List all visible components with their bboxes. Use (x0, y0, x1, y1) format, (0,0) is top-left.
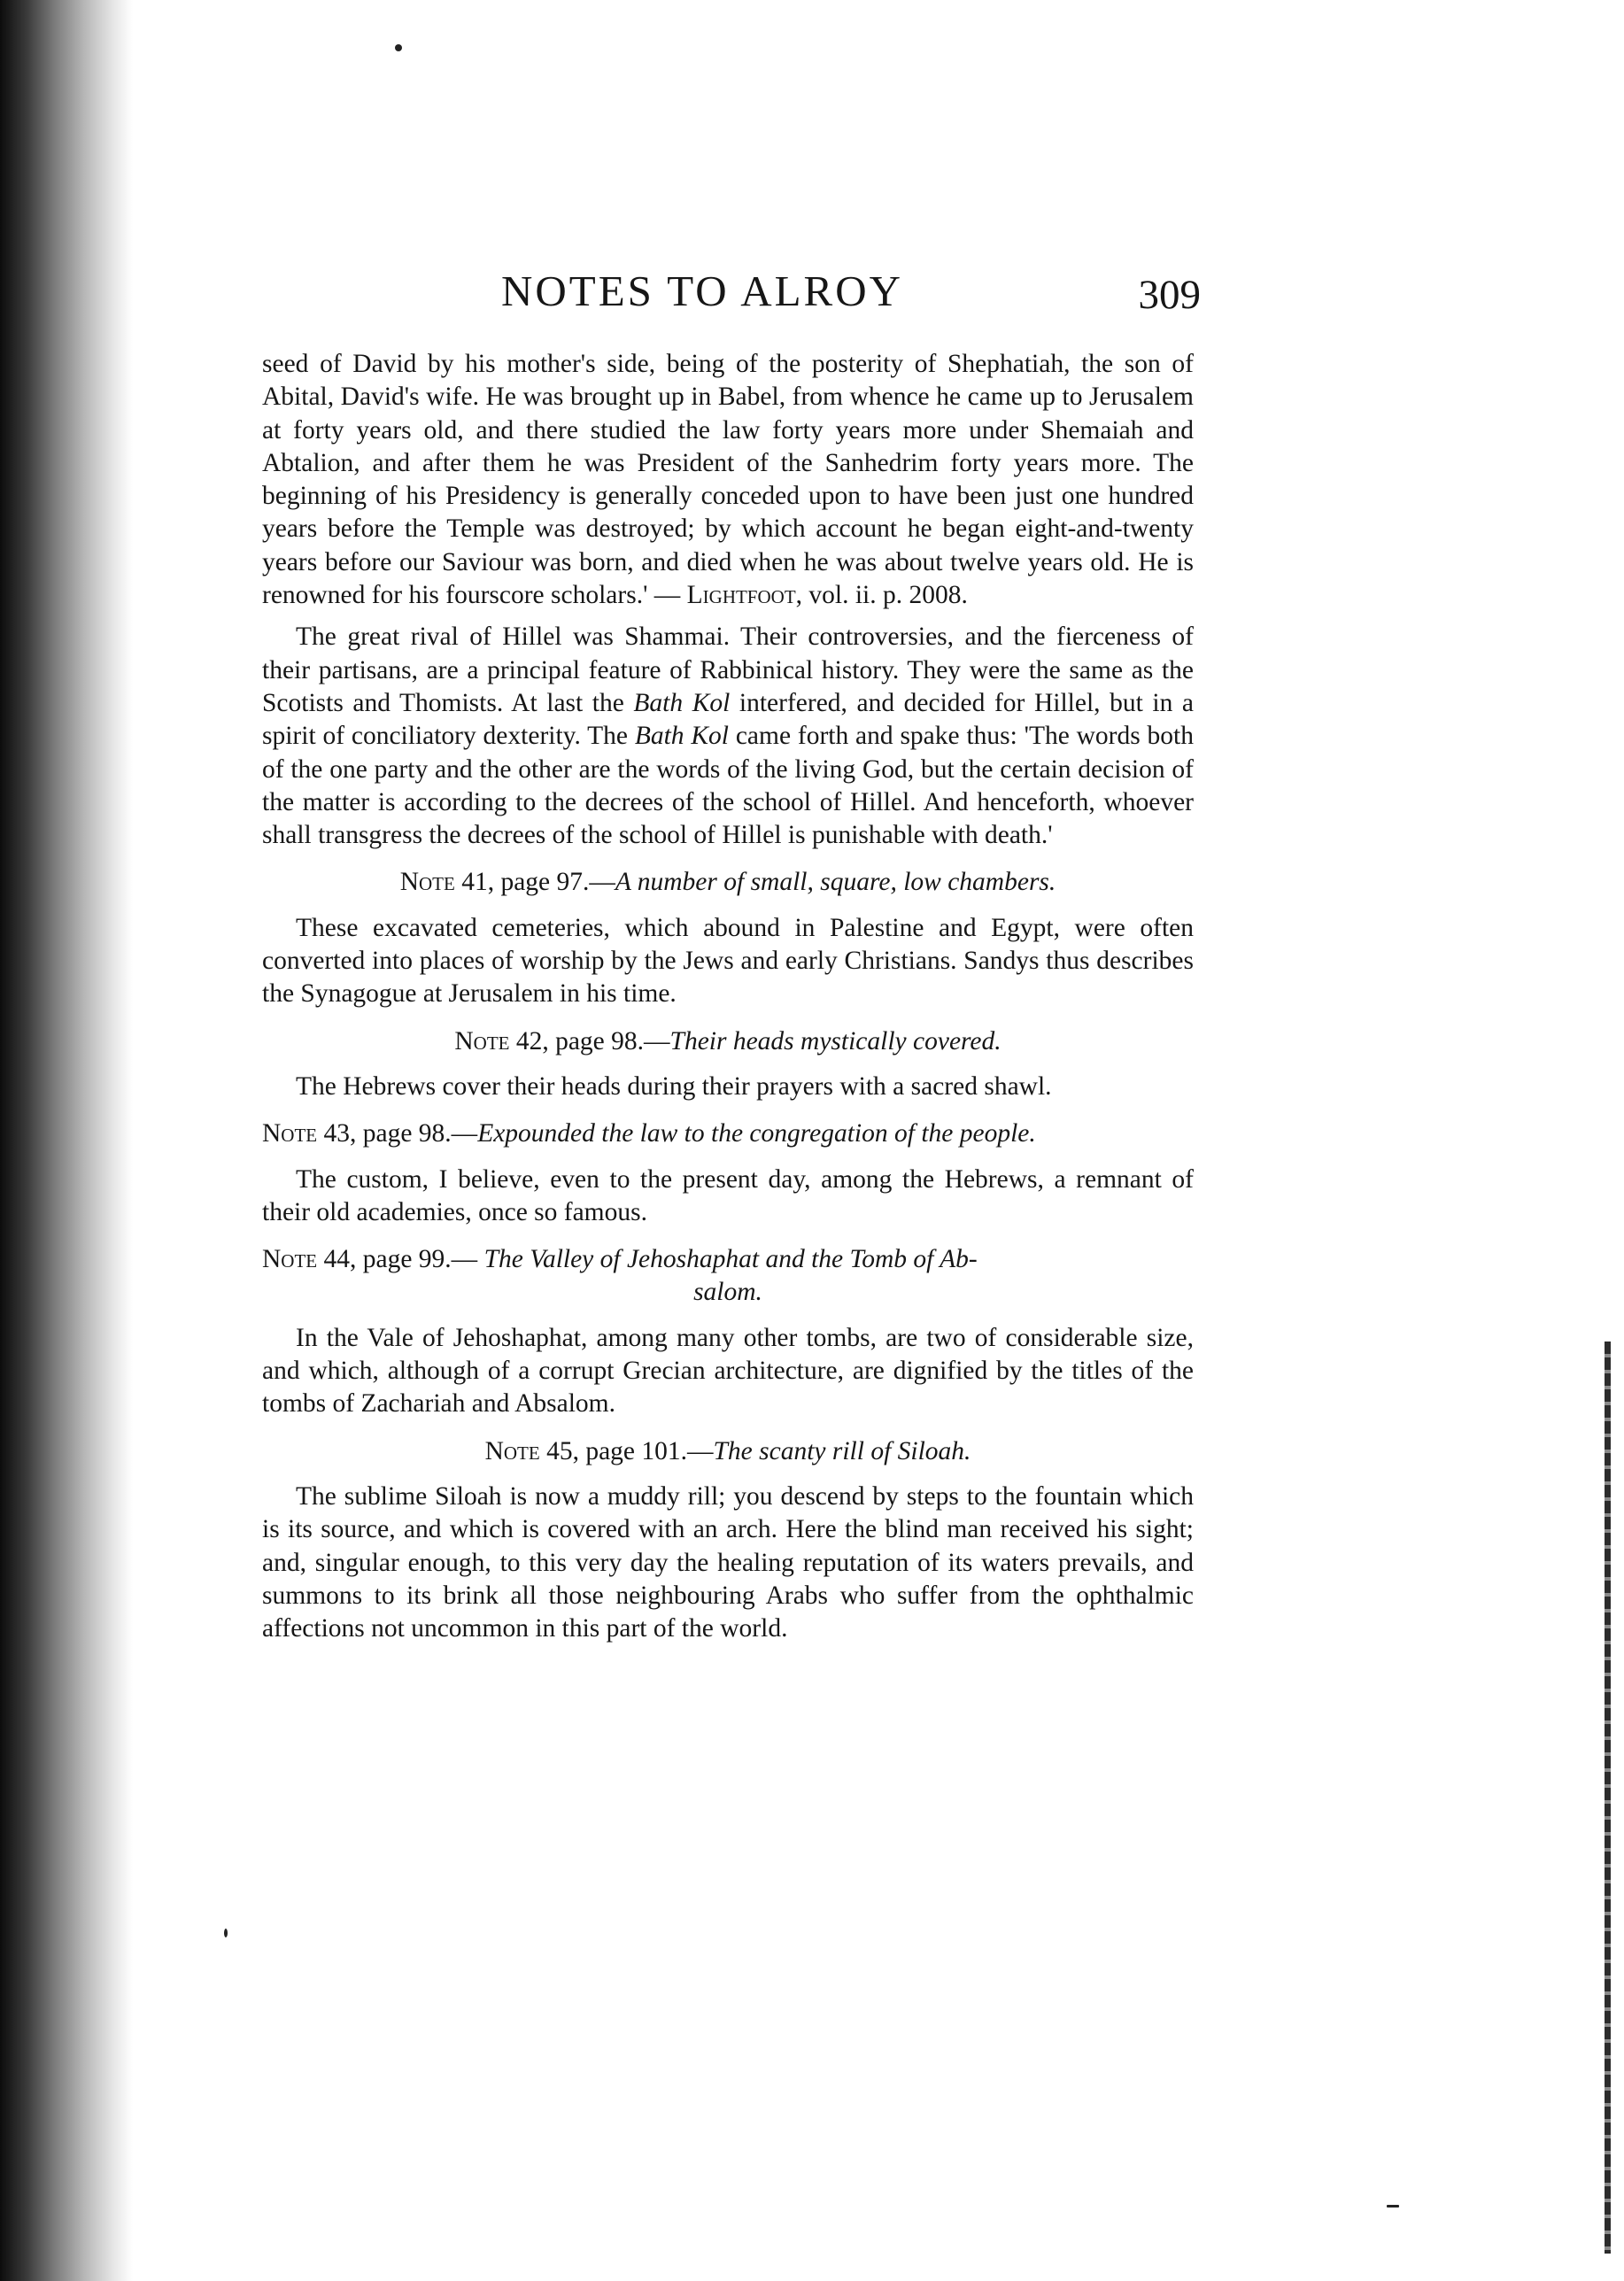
scanned-binding-shadow (0, 0, 133, 2281)
page-body (262, 348, 1194, 1645)
ink-speck (395, 44, 402, 51)
note-41-text: These excavated cemeteries, which abound in Palestine and Egypt, were often converted into places of worship by the Jews and early Christians. Sandys thus describes the Synagogue at Jerusalem in his time. (262, 913, 1194, 1009)
page-number: 309 (1138, 272, 1201, 318)
note-44-text: In the Vale of Jehoshaphat, among many other tombs, are two of considerable size, and which, although of a corrupt Grecian architecture, are dignified by the titles of the tombs of Zachariah and Absalom. (262, 1323, 1194, 1419)
note-42-text: The Hebrews cover their heads during their prayers with a sacred shawl. (296, 1071, 1052, 1101)
note-41-heading: Note 41, page 97.—A number of small, square, low chambers. (399, 868, 1056, 897)
note-43-text: The custom, I believe, even to the present day, among the Hebrews, a remnant of their old academies, once so famous. (262, 1164, 1194, 1226)
note-45-text: The sublime Siloah is now a muddy rill; you descend by steps to the fountain which is its source, and which is covered with an arch. Here the blind man received his sight; and, singular enough, to this very day the healing reputation of its waters prevails, and summons to its brink all those neighbouring Arabs who suffer from the ophthalmic affections not uncommon in this part of the world. (262, 1481, 1194, 1643)
note-43-heading: Note 43, page 98.—Expounded the law to the congregation of the people. (262, 1119, 1036, 1148)
paragraph-shammai: The great rival of Hillel was Shammai. Their controversies, and the fierceness of their partisans, are a principal feature of Rabbinical history. They were the same as the Scotists and Thomists. At last the Bath Kol interfered, and decided for Hillel, but in a spirit of conciliatory dexterity. The Bath Kol came forth and spake thus: 'The words both of the one party and the other are the words of the living God, but the certain decision of the matter is according to the decrees of the school of Hillel. And henceforth, whoever shall transgress the decrees of the school of Hillel is punishable with death.' (262, 622, 1195, 850)
page-header (262, 266, 1201, 319)
paragraph-text: seed of David by his mother's side, being of the posterity of Shephatiah, the son of Abital, David's wife. He was brought up in Babel, from whence he came up to Jerusalem at forty years old, and there studied the law forty years more under Shemaiah and Abtalion, and after them he was President of the Sanhedrim forty years more. The beginning of his Presidency is generally conceded upon to have been just one hundred years before the Temple was destroyed; by which account he began eight-and-twenty years before our Saviour was born, and died when he was about twelve years old. He is renowned for his fourscore scholars.' — (262, 350, 1194, 610)
note-45-heading: Note 45, page 101.—The scanty rill of Siloah. (484, 1436, 971, 1465)
ink-speck (1387, 2205, 1399, 2208)
note-44-heading: Note 44, page 99.— The Valley of Jehoshaphat and the Tomb of Ab- salom. (262, 1245, 978, 1307)
italic-term: Bath Kol (634, 722, 730, 751)
citation-ref: , vol. ii. p. 2008. (795, 581, 968, 610)
paragraph-hillel-continued (262, 348, 1194, 612)
note-42-heading: Note 42, page 98.—Their heads mystically covered. (454, 1026, 1001, 1055)
scanned-page-edge (1605, 1342, 1611, 2254)
italic-term: Bath Kol (633, 688, 731, 717)
running-head: NOTES TO ALROY (501, 267, 904, 315)
citation-author: Lightfoot (686, 581, 796, 610)
ink-speck (224, 1929, 228, 1937)
